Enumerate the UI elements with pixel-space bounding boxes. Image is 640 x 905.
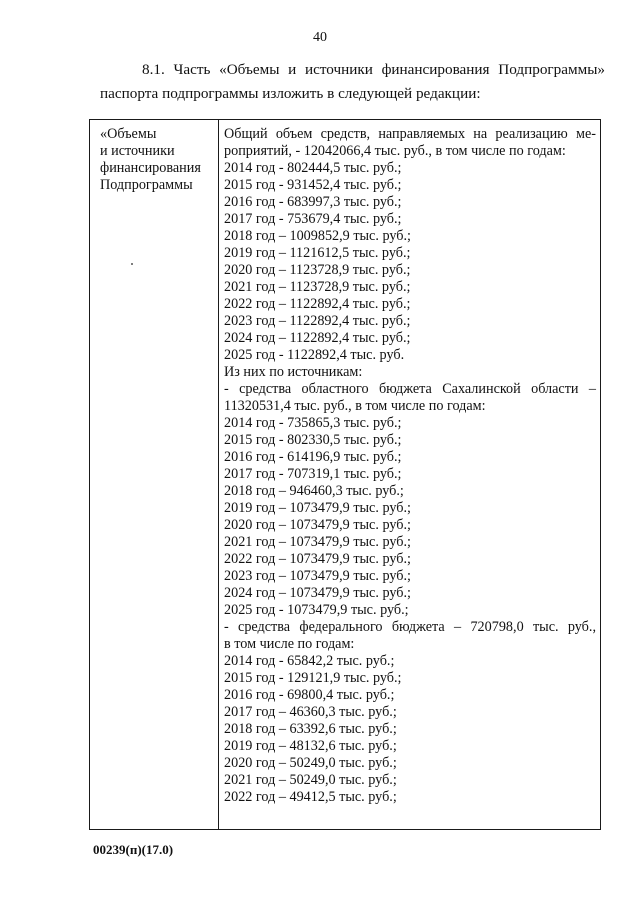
content-line: 2024 год – 1073479,9 тыс. руб.;: [224, 585, 411, 601]
content-line: 11320531,4 тыс. руб., в том числе по годам:: [224, 398, 486, 414]
column-divider: [218, 120, 219, 829]
content-line: 2025 год - 1122892,4 тыс. руб.: [224, 347, 405, 363]
label-line: «Объемы: [100, 126, 157, 142]
intro-paragraph: [100, 58, 605, 106]
intro-line: 8.1. Часть «Объемы и источники финансирования Подпрограммы»: [142, 61, 605, 78]
content-line: 2015 год - 129121,9 тыс. руб.;: [224, 670, 402, 686]
content-line: 2018 год – 63392,6 тыс. руб.;: [224, 721, 397, 737]
content-line: 2014 год - 65842,2 тыс. руб.;: [224, 653, 395, 669]
content-line: 2022 год – 49412,5 тыс. руб.;: [224, 789, 397, 805]
content-line: 2020 год – 1123728,9 тыс. руб.;: [224, 262, 411, 278]
content-line: Общий объем средств, направляемых на реализацию ме-: [224, 126, 596, 142]
content-line: 2014 год - 735865,3 тыс. руб.;: [224, 415, 402, 431]
content-line: 2023 год – 1122892,4 тыс. руб.;: [224, 313, 411, 329]
content-line: 2016 год - 683997,3 тыс. руб.;: [224, 194, 402, 210]
passport-table: [89, 119, 601, 830]
content-line: 2022 год – 1073479,9 тыс. руб.;: [224, 551, 411, 567]
content-line: 2023 год – 1073479,9 тыс. руб.;: [224, 568, 411, 584]
intro-line: паспорта подпрограммы изложить в следующей редакции:: [100, 85, 481, 102]
content-line: 2018 год – 946460,3 тыс. руб.;: [224, 483, 404, 499]
content-line: - средства федерального бюджета – 720798,0 тыс. руб.,: [224, 619, 596, 635]
content-line: роприятий, - 12042066,4 тыс. руб., в том числе по годам:: [224, 143, 566, 159]
label-line: Подпрограммы: [100, 177, 193, 193]
content-line: 2024 год – 1122892,4 тыс. руб.;: [224, 330, 411, 346]
content-line: 2025 год - 1073479,9 тыс. руб.;: [224, 602, 409, 618]
content-line: 2022 год – 1122892,4 тыс. руб.;: [224, 296, 411, 312]
content-line: 2019 год – 48132,6 тыс. руб.;: [224, 738, 397, 754]
table-content-cell: [224, 126, 596, 806]
content-line: 2021 год – 1123728,9 тыс. руб.;: [224, 279, 411, 295]
table-label-cell: [100, 126, 215, 194]
content-line: 2020 год – 1073479,9 тыс. руб.;: [224, 517, 411, 533]
content-line: 2016 год - 614196,9 тыс. руб.;: [224, 449, 402, 465]
content-line: 2017 год - 753679,4 тыс. руб.;: [224, 211, 402, 227]
content-line: 2020 год – 50249,0 тыс. руб.;: [224, 755, 397, 771]
page-number: 40: [313, 30, 327, 45]
content-line: 2019 год – 1121612,5 тыс. руб.;: [224, 245, 411, 261]
content-line: 2019 год – 1073479,9 тыс. руб.;: [224, 500, 411, 516]
content-line: 2015 год - 931452,4 тыс. руб.;: [224, 177, 402, 193]
content-line: 2021 год – 50249,0 тыс. руб.;: [224, 772, 397, 788]
content-line: 2014 год - 802444,5 тыс. руб.;: [224, 160, 402, 176]
content-line: - средства областного бюджета Сахалинской области –: [224, 381, 596, 397]
content-line: 2018 год – 1009852,9 тыс. руб.;: [224, 228, 411, 244]
content-line: 2017 год – 46360,3 тыс. руб.;: [224, 704, 397, 720]
content-line: 2021 год – 1073479,9 тыс. руб.;: [224, 534, 411, 550]
content-line: в том числе по годам:: [224, 636, 355, 652]
content-line: 2015 год - 802330,5 тыс. руб.;: [224, 432, 402, 448]
label-line: финансирования: [100, 160, 201, 176]
content-line: 2017 год - 707319,1 тыс. руб.;: [224, 466, 402, 482]
label-line: и источники: [100, 143, 175, 159]
scan-speck: [131, 263, 133, 265]
content-line: Из них по источникам:: [224, 364, 363, 380]
document-code: 00239(п)(17.0): [93, 842, 174, 857]
content-line: 2016 год - 69800,4 тыс. руб.;: [224, 687, 395, 703]
